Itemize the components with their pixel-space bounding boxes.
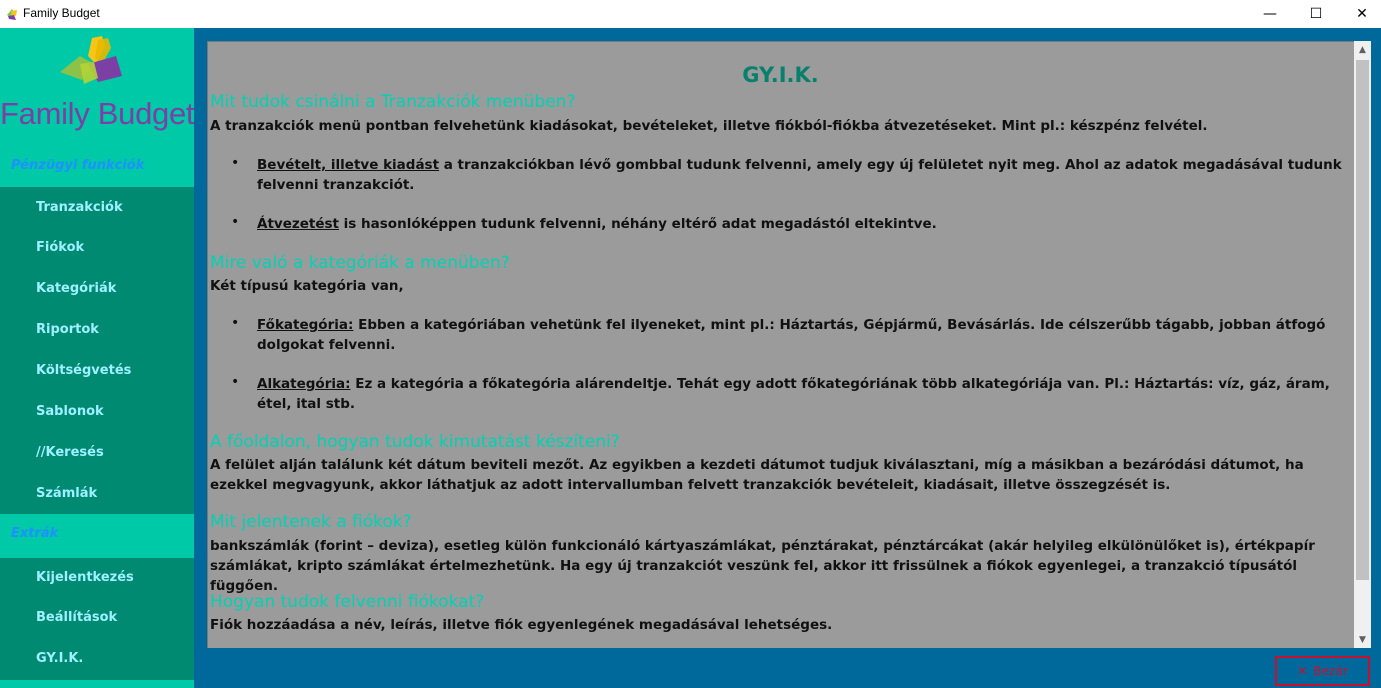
sidebar-item-kijelentkezes[interactable] [0,559,194,599]
close-button-label: Bezár [1313,664,1348,678]
section-financial [0,146,194,187]
faq-question: Mire való a kategóriák a menüben? [210,253,510,273]
faq-question: A főoldalon, hogyan tudok kimutatást készíteni? [210,432,620,452]
bullet-icon: • [231,315,240,331]
bullet-icon: • [231,214,240,230]
window-title: Family Budget [23,6,100,20]
faq-answer: Két típusú kategória van, [210,278,404,294]
sidebar-item-tranzakciok[interactable] [0,189,194,229]
sidebar-item-label: Kijelentkezés [36,570,134,585]
sidebar-item-sablonok[interactable] [0,393,194,433]
faq-answer: bankszámlák (forint – deviza), esetleg külön funkcionáló kártyaszámlákat, pénztárakat, pénztárcákat (akár helyileg elkülönülőket is), értékpapír számlákat, kripto számlákat értelmezhetünk. Ha egy új tranzakciót veszünk fel, akkor itt frissülnek a fiókok egyenlegei, a tranzakció típusától függően. [210,538,1315,594]
sidebar-item-riportok[interactable] [0,311,194,351]
sidebar-item-label: Kategóriák [36,281,117,296]
sidebar-item-kategoriak[interactable] [0,270,194,310]
sidebar-item-label: Számlák [36,486,98,501]
close-button[interactable] [1275,656,1370,686]
maximize-icon: ☐ [1309,6,1323,22]
minimize-button[interactable] [1247,0,1293,28]
faq-question: Mit jelentenek a fiókok? [210,512,412,532]
close-icon: ✕ [1297,664,1308,678]
bullet-icon: • [231,155,240,171]
list-item-text: is hasonlóképpen tudunk felvenni, néhány eltérő adat megadástól eltekintve. [338,216,937,232]
sidebar-item-gyik[interactable] [0,640,194,680]
list-item-term: Átvezetést [257,216,339,232]
minimize-icon: — [1263,6,1277,22]
faq-answer: Fiók hozzáadása a név, leírás, illetve fiók egyenlegének megadásával lehetséges. [210,617,833,633]
list-item [257,315,1342,355]
nav-financial [0,187,194,514]
sidebar-item-label: Tranzakciók [36,200,123,215]
sidebar-item-szamlak[interactable] [0,475,194,515]
maximize-button[interactable] [1293,0,1339,28]
list-item [257,155,1342,195]
bullet-icon: • [231,374,240,390]
sidebar-item-label: Beállítások [36,610,118,625]
section-financial-label: Pénzügyi funkciók [11,158,145,173]
list-item-term: Főkategória: [257,317,354,333]
page-title: GY.I.K. [742,63,819,87]
sidebar-item-kereses[interactable] [0,434,194,474]
sidebar [0,28,194,688]
scrollbar-thumb[interactable] [1356,60,1369,580]
faq-content [207,41,1354,648]
brand-name: Family Budget [0,96,195,131]
sidebar-item-koltsegvetes[interactable] [0,352,194,392]
window-close-button[interactable] [1339,0,1381,28]
list-item-text: Ebben a kategóriában vehetünk fel ilyeneket, mint pl.: Háztartás, Gépjármű, Bevásárlás. Ide célszerűbb tágabb, jobban átfogó dolgokat felvenni. [257,317,1326,353]
sidebar-item-beallitasok[interactable] [0,599,194,639]
sidebar-item-label: //Keresés [36,445,104,460]
sidebar-item-label: Sablonok [36,404,104,419]
close-icon: ✕ [1356,6,1368,22]
title-bar [0,0,1381,28]
faq-question: Hogyan tudok felvenni fiókokat? [210,592,485,612]
sidebar-item-label: Fiókok [36,240,85,255]
app-icon [5,7,19,21]
sidebar-item-label: Riportok [36,322,99,337]
faq-answer: A felület alján találunk két dátum beviteli mezőt. Az egyikben a kezdeti dátumot tudjuk kiválasztani, míg a másikban a bezáródási dátumot, ha ezekkel megvagyunk, akkor láthatjuk az adott intervallumban felvett tranzakciók bevételeit, kiadásait, illetve összegzését is. [210,457,1304,493]
sidebar-item-label: GY.I.K. [36,651,84,666]
list-item [257,374,1342,414]
sidebar-item-label: Költségvetés [36,363,132,378]
list-item-term: Bevételt, illetve kiadást [257,157,440,173]
nav-extras [0,558,194,680]
list-item-term: Alkategória: [257,376,351,392]
faq-answer: A tranzakciók menü pontban felvehetünk kiadásokat, bevételeket, illetve fiókból-fiókba átvezetéseket. Mint pl.: készpénz felvétel. [210,118,1208,134]
list-item [257,214,1342,234]
section-extras [0,514,194,555]
list-item-text: Ez a kategória a főkategória alárendeltje. Tehát egy adott főkategóriának több alkategóriája van. Pl.: Háztartás: víz, gáz, áram, étel, ital stb. [257,376,1330,412]
section-extras-label: Extrák [11,526,59,541]
scroll-up-icon[interactable]: ▲ [1359,44,1366,55]
scroll-down-icon[interactable]: ▼ [1359,634,1366,645]
logo-icon [58,34,124,86]
scrollbar[interactable] [1354,41,1371,648]
faq-question: Mit tudok csinálni a Tranzakciók menüben? [210,92,576,112]
sidebar-item-fiokok[interactable] [0,229,194,269]
list-item-text: a tranzakciókban lévő gombbal tudunk felvenni, amely egy új felületet nyit meg. Ahol az adatok megadásával tudunk felvenni tranzakciót. [257,157,1342,193]
